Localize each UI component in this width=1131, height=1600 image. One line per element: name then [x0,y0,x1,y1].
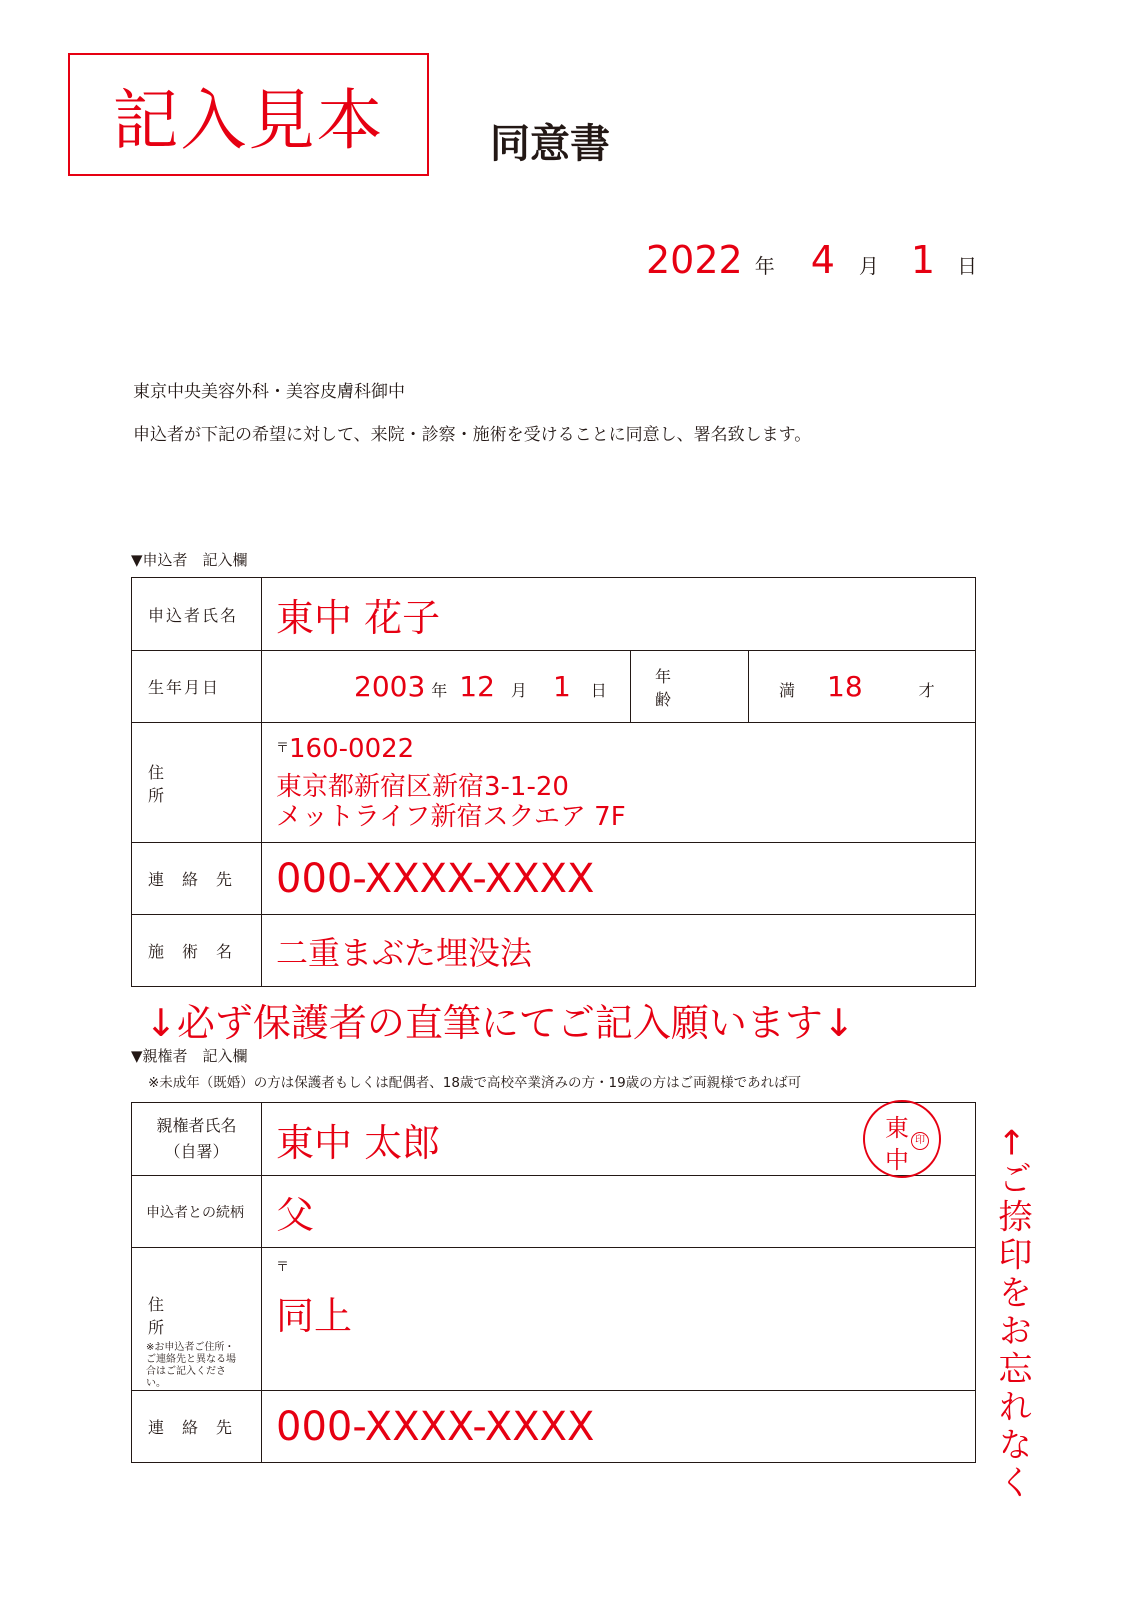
guardian-notice: ↓必ず保護者の直筆にてご記入願います↓ [145,1001,855,1045]
address-line2: メットライフ新宿スクエア 7F [276,801,626,832]
birth-day: 1 [552,670,571,703]
birthdate-field[interactable] [262,651,631,723]
date-month: 4 [810,238,835,282]
guardian-address-label: 住所 [148,1295,213,1337]
guardian-name-label-cell [132,1103,262,1176]
address-field[interactable] [262,723,976,843]
guardian-section-label: ▼親権者 記入欄 [131,1047,248,1065]
age-unit: 才 [918,681,935,700]
guardian-contact-field[interactable]: 000-XXXX-XXXX [262,1391,976,1463]
address-label: 住所 [132,723,262,843]
relation-field[interactable]: 父 [262,1176,976,1248]
postal-mark: 〒 [276,740,290,756]
age-prefix: 満 [779,681,796,700]
guardian-contact-label: 連絡先 [132,1391,262,1463]
addressee: 東京中央美容外科・美容皮膚科御中 [133,382,405,402]
guardian-name-sublabel: （自署） [164,1142,229,1161]
personal-seal-stamp [863,1100,941,1178]
guardian-name-field[interactable]: 東中 太郎 [262,1103,976,1176]
seal-reminder: ←ご捺印をお忘れなく [992,1128,1032,1503]
date-day-unit: 日 [957,254,978,278]
seal-char-2: 中 [885,1146,909,1174]
procedure-label: 施術名 [132,915,262,987]
seal-char-1: 東 [885,1114,909,1142]
age-field[interactable] [749,651,976,723]
applicant-name-field[interactable]: 東中 花子 [262,578,976,651]
address-line1: 東京都新宿区新宿3-1-20 [276,771,569,802]
relation-label: 申込者との続柄 [132,1176,262,1248]
birthdate-label: 生年月日 [132,651,262,723]
age-label: 年齢 [631,651,749,723]
date-day: 1 [910,238,936,282]
applicant-name-label: 申込者氏名 [132,578,262,651]
date-month-unit: 月 [858,254,879,278]
sample-stamp: 記入見本 [68,53,429,176]
birth-month-unit: 月 [510,681,527,700]
postal-code: 160-0022 [289,733,415,764]
guardian-section-note: ※未成年（既婚）の方は保護者もしくは配偶者、18歳で高校卒業済みの方・19歳の方はご両親様であれば可 [148,1075,802,1091]
age-value: 18 [827,670,863,703]
guardian-address-field[interactable] [262,1248,976,1391]
consent-statement: 申込者が下記の希望に対して、来院・診察・施術を受けることに同意し、署名致します。 [133,425,812,445]
applicant-section-label: ▼申込者 記入欄 [131,551,248,569]
birth-day-unit: 日 [590,681,607,700]
guardian-postal-mark: 〒 [276,1260,290,1275]
birth-year: 2003 [354,670,426,703]
date-year: 2022 [646,238,743,282]
seal-mark: 印 [911,1132,929,1150]
document-title: 同意書 [490,120,610,167]
document-date [646,238,977,282]
procedure-field[interactable]: 二重まぶた埋没法 [262,915,976,987]
applicant-table [131,577,976,987]
guardian-address-label-cell [132,1248,262,1391]
guardian-table [131,1102,976,1463]
contact-field[interactable]: 000-XXXX-XXXX [262,843,976,915]
guardian-address-note: ※お申込者ご住所・ご連絡先と異なる場合はご記入ください。 [146,1342,236,1389]
birth-month: 12 [459,670,495,703]
contact-label: 連絡先 [132,843,262,915]
date-year-unit: 年 [754,254,775,278]
birth-year-unit: 年 [431,681,448,700]
guardian-address-value: 同上 [276,1294,353,1338]
guardian-name-label: 親権者氏名 [156,1116,237,1135]
